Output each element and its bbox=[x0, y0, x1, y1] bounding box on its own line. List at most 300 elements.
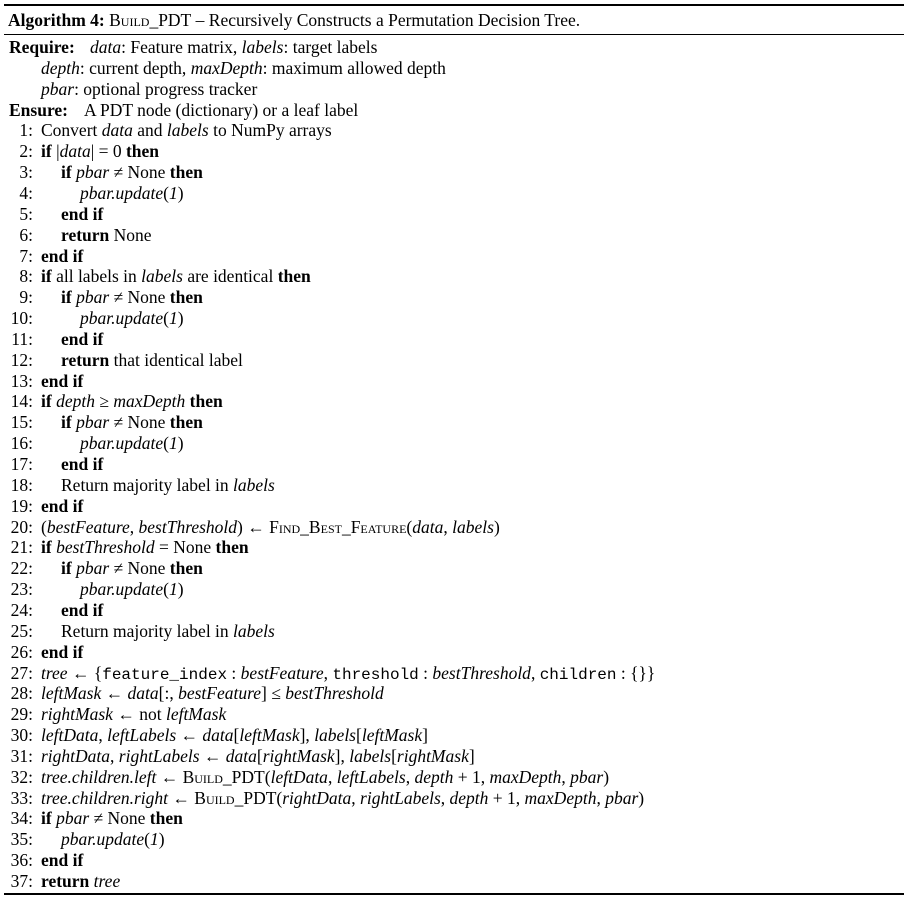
line-number: 25: bbox=[10, 620, 33, 641]
code-token: ≠ None bbox=[89, 808, 150, 829]
line-code bbox=[61, 162, 203, 183]
code-token: 1 bbox=[149, 829, 159, 850]
keyword: then bbox=[169, 412, 203, 433]
keyword: then bbox=[215, 537, 249, 558]
code-token: leftLabels bbox=[107, 725, 177, 746]
code-token: ) bbox=[177, 182, 184, 203]
line-code bbox=[61, 621, 275, 642]
code-token: : bbox=[227, 662, 241, 683]
code-token: 1 bbox=[168, 433, 178, 454]
code-token: , bbox=[443, 516, 453, 537]
code-token: Return majority label in bbox=[61, 474, 234, 495]
code-line bbox=[0, 391, 900, 412]
code-token: rightData bbox=[41, 745, 111, 766]
algorithm-caption bbox=[8, 9, 580, 31]
code-token: leftData bbox=[41, 725, 99, 746]
line-code bbox=[61, 829, 165, 850]
line-number: 29: bbox=[10, 704, 33, 725]
line-number: 20: bbox=[10, 516, 33, 537]
code-token: , bbox=[530, 662, 540, 683]
code-token: 1 bbox=[168, 308, 178, 329]
code-token: labels bbox=[233, 474, 275, 495]
line-number: 8: bbox=[19, 266, 33, 287]
code-token: depth bbox=[414, 766, 454, 787]
line-number: 12: bbox=[10, 349, 33, 370]
code-token: maxDepth bbox=[524, 787, 597, 808]
code-token: rightMask bbox=[41, 704, 113, 725]
line-code bbox=[41, 537, 249, 558]
line-number: 27: bbox=[10, 662, 33, 683]
code-line bbox=[0, 141, 900, 162]
line-number: 32: bbox=[10, 766, 33, 787]
code-line bbox=[0, 746, 900, 767]
line-code bbox=[41, 517, 500, 538]
code-token: pbar.update bbox=[80, 308, 164, 329]
line-number: 17: bbox=[10, 454, 33, 474]
code-token: labels bbox=[141, 266, 183, 287]
line-code bbox=[61, 412, 203, 433]
code-token: = None bbox=[154, 537, 216, 558]
code-line bbox=[0, 496, 900, 517]
code-token: ≥ bbox=[94, 391, 114, 412]
code-token: pbar bbox=[76, 412, 110, 433]
code-line bbox=[0, 120, 900, 141]
line-code bbox=[41, 704, 226, 725]
line-number: 5: bbox=[19, 203, 33, 224]
code-token: data bbox=[101, 120, 133, 141]
line-code bbox=[61, 350, 243, 371]
code-token: : {}} bbox=[616, 662, 656, 683]
code-token: Convert bbox=[41, 120, 102, 141]
code-token: , bbox=[405, 766, 415, 787]
keyword: return bbox=[61, 349, 110, 370]
line-number: 33: bbox=[10, 787, 33, 808]
code-token: ) bbox=[638, 787, 645, 808]
line-code bbox=[41, 496, 83, 517]
code-token: labels bbox=[233, 620, 275, 641]
code-token: , bbox=[110, 745, 119, 766]
code-token: rightMask bbox=[262, 745, 335, 766]
line-number: 34: bbox=[10, 808, 33, 829]
code-token: are identical bbox=[182, 266, 278, 287]
code-token: Return majority label in bbox=[61, 620, 234, 641]
line-code bbox=[41, 141, 159, 162]
code-token: [ bbox=[356, 725, 362, 746]
code-token: ≠ None bbox=[109, 412, 170, 433]
code-token: leftLabels bbox=[336, 766, 406, 787]
line-number: 19: bbox=[10, 495, 33, 516]
line-code bbox=[41, 767, 609, 788]
code-line bbox=[0, 246, 900, 267]
line-code bbox=[61, 225, 152, 246]
line-number: 13: bbox=[10, 370, 33, 391]
code-line bbox=[0, 871, 900, 892]
code-line bbox=[0, 287, 900, 308]
code-token: : current depth, bbox=[79, 57, 191, 78]
code-token: rightMask bbox=[396, 745, 469, 766]
code-token: None bbox=[109, 224, 152, 245]
code-token: and bbox=[132, 120, 167, 141]
line-code bbox=[61, 329, 103, 350]
code-token: ) bbox=[603, 766, 610, 787]
code-token: : bbox=[418, 662, 433, 683]
code-token: ] ≤ bbox=[261, 683, 286, 704]
code-token: Find_Best_Feature bbox=[269, 516, 407, 537]
code-token: ≠ None bbox=[109, 287, 170, 308]
keyword: end if bbox=[41, 850, 84, 871]
keyword: if bbox=[41, 266, 52, 287]
code-token: labels bbox=[314, 725, 356, 746]
line-code bbox=[61, 600, 103, 621]
code-token: : Feature matrix, bbox=[121, 37, 242, 57]
line-number: 18: bbox=[10, 474, 33, 495]
code-token: data bbox=[412, 516, 444, 537]
line-number: 16: bbox=[10, 433, 33, 454]
code-token: ] bbox=[422, 725, 428, 746]
code-token: ← bbox=[101, 683, 128, 704]
keyword: if bbox=[61, 412, 72, 433]
code-token: [ bbox=[256, 745, 263, 766]
code-token: | = 0 bbox=[90, 141, 126, 162]
line-code bbox=[41, 246, 83, 267]
keyword: then bbox=[149, 808, 183, 829]
line-number: 1: bbox=[19, 120, 33, 141]
keyword: end if bbox=[61, 328, 104, 349]
code-line bbox=[0, 350, 900, 371]
code-token: ( bbox=[163, 308, 169, 329]
line-number: 23: bbox=[10, 579, 33, 600]
code-token: leftMask bbox=[361, 725, 423, 746]
code-token: bestThreshold bbox=[285, 683, 384, 704]
line-code bbox=[41, 725, 428, 746]
code-token: bestFeature bbox=[178, 683, 262, 704]
code-token: ( bbox=[163, 182, 169, 203]
code-token: ) bbox=[493, 516, 500, 537]
line-code bbox=[41, 266, 311, 287]
line-number: 37: bbox=[10, 871, 33, 891]
code-token: ) bbox=[158, 829, 165, 850]
keyword: end if bbox=[61, 599, 104, 620]
code-token: 1 bbox=[168, 182, 178, 203]
code-token: labels bbox=[349, 745, 392, 766]
line-code bbox=[80, 308, 184, 329]
code-line bbox=[0, 225, 900, 246]
code-token: all labels in bbox=[51, 266, 142, 287]
line-code bbox=[41, 120, 332, 141]
algorithm-title: Recursively Constructs a Permutation Decision Tree. bbox=[208, 10, 581, 30]
line-number: 36: bbox=[10, 850, 33, 871]
code-line bbox=[0, 183, 900, 204]
code-token: data bbox=[225, 745, 257, 766]
algorithm-name: Build_PDT bbox=[109, 10, 192, 30]
code-token: data bbox=[202, 725, 234, 746]
code-line bbox=[0, 663, 900, 684]
code-token: ) ← bbox=[237, 516, 270, 537]
code-line bbox=[0, 642, 900, 663]
code-token: to NumPy arrays bbox=[208, 120, 332, 141]
code-token: pbar bbox=[56, 808, 90, 829]
code-line bbox=[0, 850, 900, 871]
code-token: leftMask bbox=[239, 725, 300, 746]
code-token: ← bbox=[176, 725, 203, 746]
require-keyword: Require: bbox=[9, 37, 75, 57]
code-token: tree bbox=[41, 662, 68, 683]
require-line bbox=[0, 58, 900, 79]
line-code bbox=[41, 371, 83, 392]
code-token: ( bbox=[41, 516, 47, 537]
line-code bbox=[41, 871, 120, 892]
keyword: if bbox=[61, 287, 72, 308]
line-code bbox=[41, 391, 223, 412]
line-number: 15: bbox=[10, 412, 33, 433]
code-token: [:, bbox=[158, 683, 179, 704]
line-code bbox=[41, 683, 384, 704]
code-line bbox=[0, 308, 900, 329]
code-token: pbar bbox=[76, 162, 110, 183]
line-number: 35: bbox=[10, 829, 33, 850]
code-token: depth bbox=[449, 787, 489, 808]
ensure-text bbox=[84, 100, 358, 121]
code-token: [ bbox=[391, 745, 397, 766]
code-token: ← bbox=[168, 787, 195, 808]
require-line bbox=[0, 79, 900, 100]
line-code bbox=[61, 287, 203, 308]
require-line bbox=[0, 37, 900, 58]
code-token: , bbox=[440, 787, 450, 808]
line-code bbox=[61, 558, 203, 579]
code-token: ← { bbox=[67, 662, 103, 683]
code-token: ← not bbox=[112, 704, 166, 725]
code-token: pbar bbox=[605, 787, 639, 808]
code-token: labels bbox=[166, 120, 209, 141]
code-line bbox=[0, 266, 900, 287]
code-token: that identical label bbox=[109, 349, 243, 370]
code-token: rightLabels bbox=[118, 745, 200, 766]
code-token: , bbox=[561, 766, 571, 787]
code-token: data bbox=[90, 37, 122, 57]
code-token: : maximum allowed depth bbox=[262, 57, 446, 78]
code-token: : optional progress tracker bbox=[74, 78, 258, 99]
line-number: 21: bbox=[10, 537, 33, 558]
line-code bbox=[80, 433, 184, 454]
code-token: ( bbox=[163, 579, 169, 600]
code-token: pbar bbox=[76, 287, 110, 308]
code-token: , bbox=[98, 725, 108, 746]
code-token: bestThreshold bbox=[56, 537, 155, 558]
code-token: [ bbox=[233, 725, 240, 746]
algorithm-label: Algorithm 4: bbox=[8, 10, 105, 30]
code-token: tree.children.left bbox=[41, 766, 157, 787]
code-token: labels bbox=[241, 37, 284, 57]
top-rule bbox=[4, 4, 904, 6]
code-token: bestThreshold bbox=[138, 516, 238, 537]
code-token: maxDepth bbox=[113, 391, 186, 412]
code-line bbox=[0, 412, 900, 433]
code-line bbox=[0, 579, 900, 600]
line-code bbox=[61, 454, 103, 475]
code-token: feature_index bbox=[102, 665, 228, 684]
line-code bbox=[61, 475, 275, 496]
line-number: 3: bbox=[19, 162, 33, 183]
code-token: Build_PDT bbox=[194, 787, 277, 808]
code-line bbox=[0, 475, 900, 496]
keyword: end if bbox=[41, 495, 84, 516]
keyword: if bbox=[61, 162, 72, 183]
require-text bbox=[41, 58, 446, 79]
keyword: if bbox=[41, 391, 52, 412]
line-code bbox=[80, 579, 184, 600]
line-code bbox=[41, 746, 475, 767]
code-token: Build_PDT bbox=[182, 766, 265, 787]
keyword: if bbox=[41, 537, 52, 558]
keyword: end if bbox=[61, 454, 104, 474]
code-token: ( bbox=[144, 829, 150, 850]
keyword: then bbox=[125, 141, 160, 162]
code-token: tree.children.right bbox=[41, 787, 169, 808]
line-number: 14: bbox=[10, 391, 33, 412]
line-number: 4: bbox=[19, 182, 33, 203]
ensure-keyword: Ensure: bbox=[9, 99, 68, 120]
code-token: depth bbox=[56, 391, 95, 412]
code-line bbox=[0, 517, 900, 538]
code-line bbox=[0, 558, 900, 579]
code-token: leftMask bbox=[41, 683, 102, 704]
caption-rule bbox=[4, 34, 904, 35]
line-number: 7: bbox=[19, 245, 33, 266]
code-line bbox=[0, 433, 900, 454]
ensure-line bbox=[0, 100, 900, 121]
keyword: end if bbox=[61, 203, 104, 224]
code-token: pbar.update bbox=[61, 829, 145, 850]
code-token: pbar.update bbox=[80, 182, 164, 203]
code-token: ( bbox=[163, 433, 169, 454]
line-code bbox=[41, 850, 83, 871]
keyword: end if bbox=[41, 370, 84, 391]
code-token: children bbox=[539, 665, 617, 684]
line-number: 6: bbox=[19, 224, 33, 245]
code-token: pbar.update bbox=[80, 433, 164, 454]
code-token: rightLabels bbox=[360, 787, 441, 808]
line-number: 28: bbox=[10, 683, 33, 704]
line-number: 24: bbox=[10, 599, 33, 620]
keyword: end if bbox=[41, 245, 84, 266]
code-token: leftMask bbox=[165, 704, 227, 725]
code-line bbox=[0, 600, 900, 621]
line-code bbox=[61, 204, 103, 225]
code-token: ( bbox=[264, 766, 271, 787]
code-token: , bbox=[596, 787, 606, 808]
code-token: threshold bbox=[332, 665, 419, 684]
code-line bbox=[0, 829, 900, 850]
code-line bbox=[0, 788, 900, 809]
code-token: , bbox=[351, 787, 361, 808]
code-line bbox=[0, 767, 900, 788]
line-number: 11: bbox=[11, 328, 33, 349]
code-token: , bbox=[323, 662, 333, 683]
code-token: ], bbox=[334, 745, 350, 766]
code-line bbox=[0, 204, 900, 225]
line-number: 10: bbox=[10, 308, 33, 329]
line-number: 31: bbox=[10, 745, 33, 766]
code-token: ≠ None bbox=[109, 162, 170, 183]
line-number: 26: bbox=[10, 641, 33, 662]
require-text bbox=[90, 37, 377, 58]
code-token: | bbox=[51, 141, 60, 162]
line-code bbox=[80, 183, 184, 204]
code-token: data bbox=[59, 141, 91, 162]
keyword: then bbox=[169, 162, 203, 183]
code-token: + 1, bbox=[453, 766, 490, 787]
code-token: , bbox=[129, 516, 139, 537]
keyword: then bbox=[169, 287, 203, 308]
code-token: depth bbox=[41, 57, 80, 78]
code-token: maxDepth bbox=[190, 57, 263, 78]
line-number: 30: bbox=[10, 725, 33, 746]
code-line bbox=[0, 329, 900, 350]
line-code bbox=[41, 642, 83, 663]
code-token: pbar bbox=[570, 766, 604, 787]
code-token: bestThreshold bbox=[432, 662, 531, 683]
line-number: 2: bbox=[19, 141, 33, 162]
code-token: ( bbox=[276, 787, 283, 808]
keyword: then bbox=[277, 266, 311, 287]
keyword: return bbox=[41, 871, 90, 891]
line-code bbox=[41, 663, 655, 686]
code-token: ≠ None bbox=[109, 558, 170, 579]
code-token: ← bbox=[199, 745, 226, 766]
keyword: if bbox=[61, 558, 72, 579]
code-token: ) bbox=[177, 433, 184, 454]
keyword: return bbox=[61, 224, 110, 245]
keyword: then bbox=[189, 391, 223, 412]
code-line bbox=[0, 808, 900, 829]
keyword: then bbox=[169, 558, 203, 579]
code-line bbox=[0, 683, 900, 704]
code-token: pbar.update bbox=[80, 579, 164, 600]
require-text bbox=[41, 79, 257, 100]
keyword: if bbox=[41, 808, 52, 829]
line-code bbox=[41, 788, 644, 809]
code-token: pbar bbox=[41, 78, 75, 99]
line-number: 22: bbox=[10, 558, 33, 579]
code-token: ( bbox=[406, 516, 413, 537]
code-token: ) bbox=[177, 308, 184, 329]
code-token: 1 bbox=[168, 579, 178, 600]
code-token: maxDepth bbox=[489, 766, 562, 787]
line-number: 9: bbox=[19, 287, 33, 308]
code-token: bestFeature bbox=[46, 516, 130, 537]
code-token: data bbox=[127, 683, 159, 704]
code-token: : target labels bbox=[283, 37, 378, 57]
caption-dash: – bbox=[195, 10, 205, 30]
line-code bbox=[41, 808, 183, 829]
code-token: rightData bbox=[282, 787, 352, 808]
code-line bbox=[0, 537, 900, 558]
code-token: + 1, bbox=[488, 787, 525, 808]
code-line bbox=[0, 704, 900, 725]
code-token: ← bbox=[156, 766, 183, 787]
code-token: ], bbox=[299, 725, 315, 746]
code-token: bestFeature bbox=[240, 662, 324, 683]
code-token: leftData bbox=[270, 766, 328, 787]
code-token: ] bbox=[468, 745, 475, 766]
code-line bbox=[0, 621, 900, 642]
code-token: , bbox=[327, 766, 337, 787]
code-line bbox=[0, 454, 900, 475]
code-line bbox=[0, 725, 900, 746]
code-token: ) bbox=[177, 579, 184, 600]
keyword: if bbox=[41, 141, 52, 162]
